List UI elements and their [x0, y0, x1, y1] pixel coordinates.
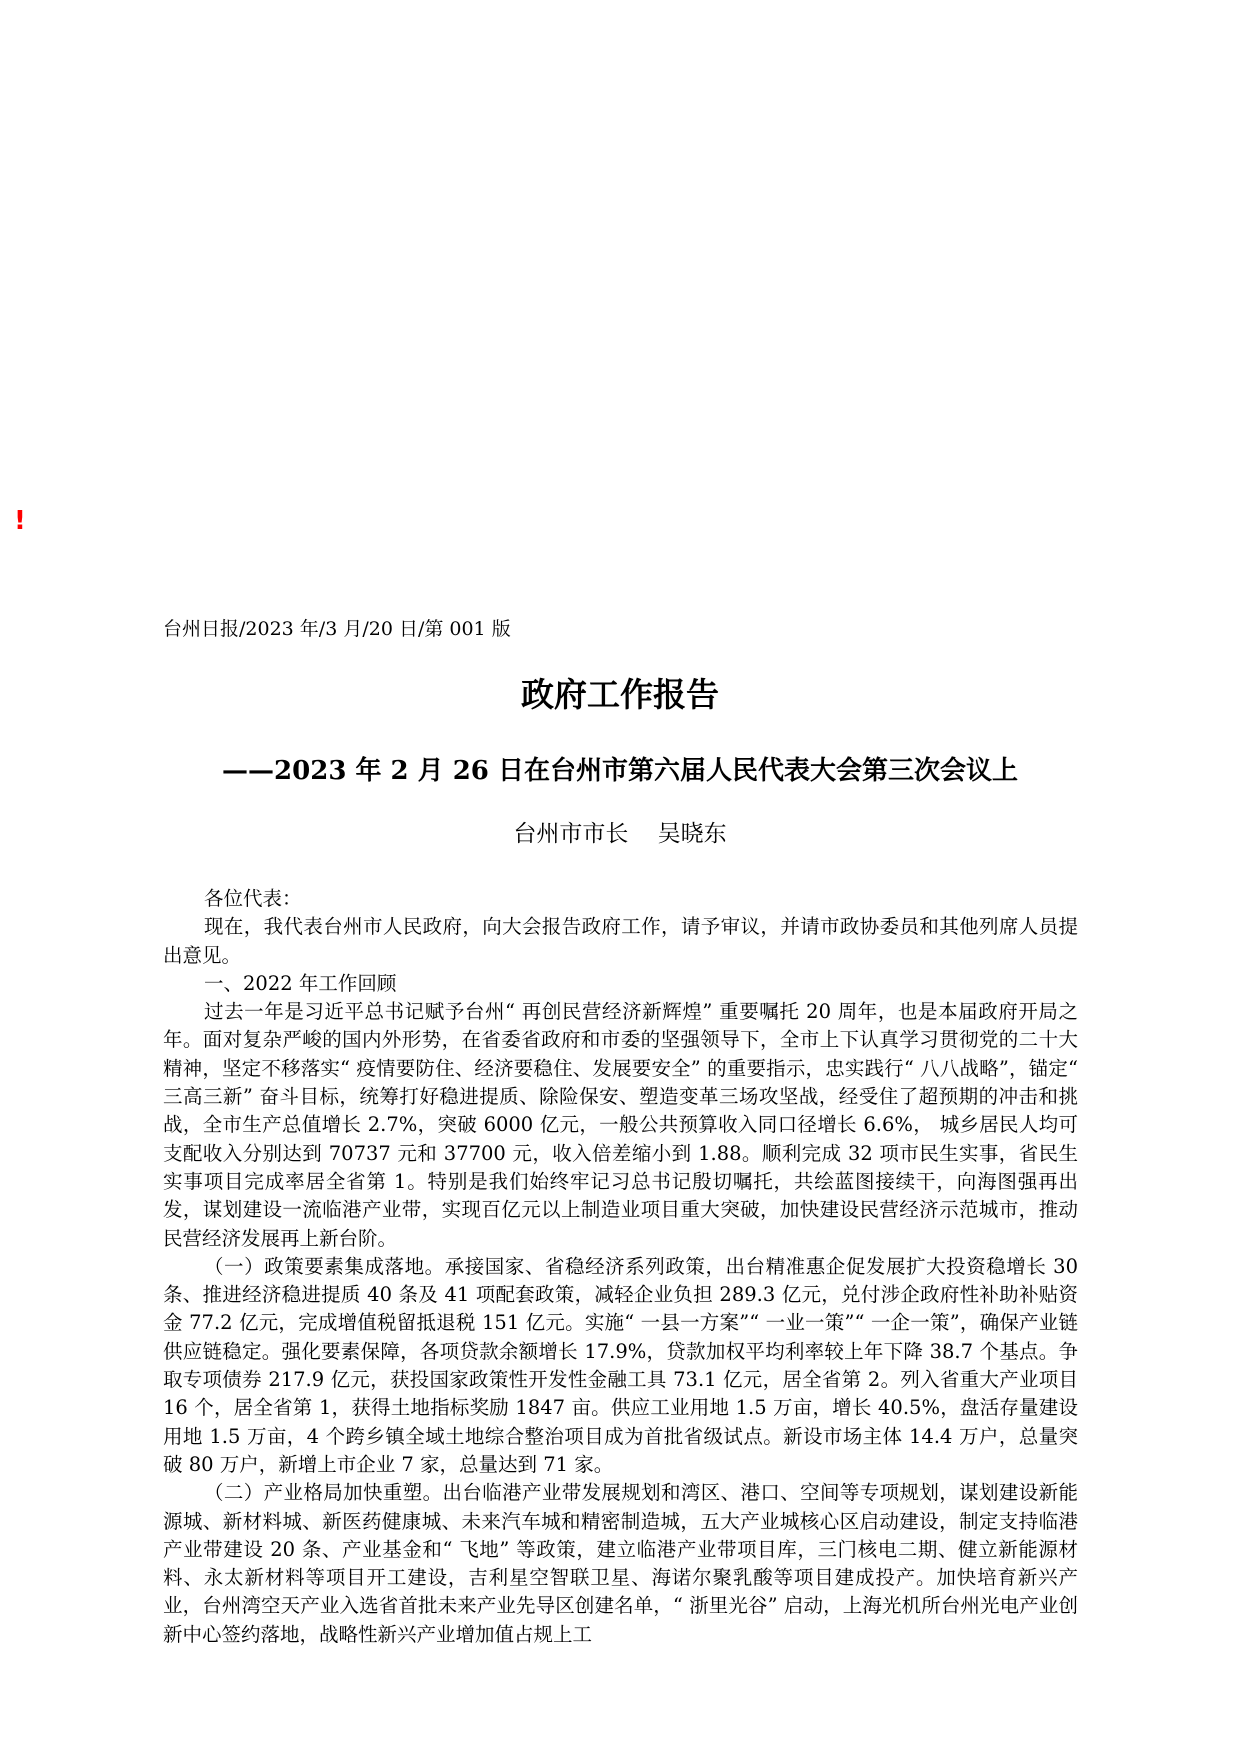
document-title: 政府工作报告 — [521, 675, 719, 714]
salutation-paragraph: 各位代表： — [204, 887, 302, 910]
source-line: 台州日报/2023 年/3 月/20 日/第 001 版 — [163, 618, 511, 640]
intro-paragraph: 现在，我代表台州市人民政府，向大会报告政府工作，请予审议，并请市政协委员和其他列席人员提出意见。 — [163, 915, 1078, 967]
warning-mark: ! — [14, 506, 26, 536]
report-body — [163, 885, 1078, 1649]
section-heading: 一、2022 年工作回顾 — [204, 971, 397, 995]
policy-paragraph: （一）政策要素集成落地。承接国家、省稳经济系列政策，出台精准惠企促发展扩大投资稳增长 30 条、推进经济稳进提质 40 条及 41 项配套政策，减轻企业负担 289.3 亿元，兑付涉企政府性补助补贴资金 77.2 亿元，完成增值税留抵退税 151 亿元。实施“ 一县一方案”“ 一业一策”“ 一企一策”，确保产业链供应链稳定。强化要素保障，各项贷款余额增长 17.9%，贷款加权平均利率较上年下降 38.7 个基点。争取专项债券 217.9 亿元，获投国家政策性开发性金融工具 73.1 亿元，居全省第 2。列入省重大产业项目 16 个，居全省第 1，获得土地指标奖励 1847 亩。供应工业用地 1.5 万亩，增长 40.5%，盘活存量建设用地 1.5 万亩，4 个跨乡镇全域土地综合整治项目成为首批省级试点。新设市场主体 14.4 万户，总量突破 80 万户，新增上市企业 7 家，总量达到 71 家。 — [163, 1254, 1078, 1476]
industry-paragraph: （二）产业格局加快重塑。出台临港产业带发展规划和湾区、港口、空间等专项规划，谋划建设新能源城、新材料城、新医药健康城、未来汽车城和精密制造城，五大产业城核心区启动建设，制定支持临港产业带建设 20 条、产业基金和“ 飞地” 等政策，建立临港产业带项目库，三门核电二期、健立新能源材料、永太新材料等项目开工建设，吉利星空智联卫星、海诺尔聚乳酸等项目建成投产。加快培育新兴产业，台州湾空天产业入选省首批未来产业先导区创建名单，“ 浙里光谷” 启动，上海光机所台州光电产业创新中心签约落地，战略性新兴产业增加值占规上工 — [163, 1481, 1078, 1646]
document-subtitle: ——2023 年 2 月 26 日在台州市第六届人民代表大会第三次会议上 — [222, 756, 1018, 786]
overview-paragraph: 过去一年是习近平总书记赋予台州“ 再创民营经济新辉煌” 重要嘱托 20 周年，也是本届政府开局之年。面对复杂严峻的国内外形势，在省委省政府和市委的坚强领导下，全市上下认真学习贯彻党的二十大精神，坚定不移落实“ 疫情要防住、经济要稳住、发展要安全” 的重要指示，忠实践行“ 八八战略”，锚定“ 三高三新” 奋斗目标，统筹打好稳进提质、除险保安、塑造变革三场攻坚战，经受住了超预期的冲击和挑战，全市生产总值增长 2.7%，突破 6000 亿元，一般公共预算收入同口径增长 6.6%， 城乡居民人均可支配收入分别达到 70737 元和 37700 元，收入倍差缩小到 1.88。顺利完成 32 项市民生实事，省民生实事项目完成率居全省第 1。特别是我们始终牢记习总书记殷切嘱托，共绘蓝图接续干，向海图强再出发，谋划建设一流临港产业带，实现百亿元以上制造业项目重大突破，加快建设民营经济示范城市，推动民营经济发展再上新台阶。 — [163, 1000, 1078, 1250]
author-line: 台州市市长 吴晓东 — [513, 821, 727, 847]
